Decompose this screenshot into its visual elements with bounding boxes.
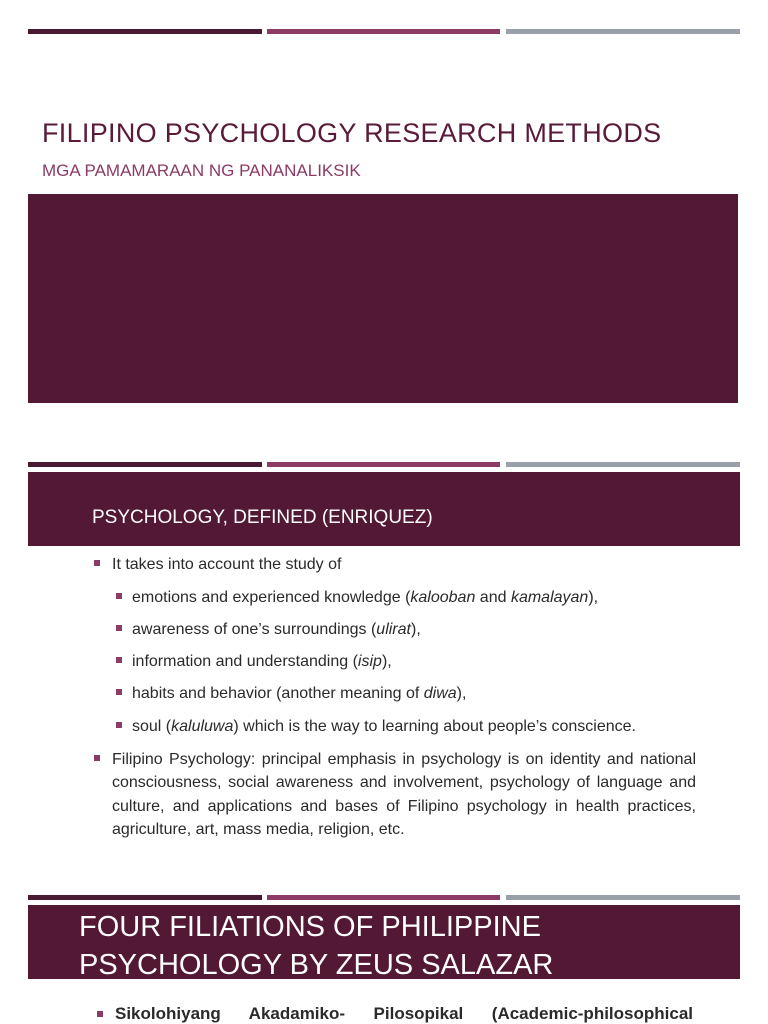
decor-bar-gray xyxy=(506,895,740,900)
filipino-psychology-paragraph xyxy=(112,748,696,841)
slide3-first-bullet xyxy=(115,1004,693,1024)
title-color-block xyxy=(28,194,738,403)
sub-bullet-text: ) which is the way to learning about people’s conscience. xyxy=(233,718,636,735)
sub-bullet xyxy=(132,684,466,704)
bullet-square-icon xyxy=(116,657,122,663)
first-bullet-text: Sikolohiyang Akadamiko- Pilosopikal (Academic-philosophical xyxy=(115,1004,693,1023)
decor-bar-accent xyxy=(267,895,500,900)
decor-bar-accent xyxy=(267,462,500,467)
term: kamalayan xyxy=(510,589,589,606)
bullet-square-icon xyxy=(94,755,100,761)
decor-bar-accent xyxy=(267,29,500,34)
sub-bullet-text: information and understanding ( xyxy=(132,653,358,670)
paragraph-text: Filipino Psychology: principal emphasis in psychology is on identity and national consciousness, social awareness and involvement, psychology of language and culture, and applications and bases of Filipino psychology in health practices, agriculture, art, mass media, religion, etc. xyxy=(112,751,696,838)
decor-bar-dark xyxy=(28,895,262,900)
slide-title: FILIPINO PSYCHOLOGY RESEARCH METHODS xyxy=(42,118,662,148)
bullet-square-icon xyxy=(94,560,100,566)
slide3-heading xyxy=(79,908,553,984)
bullet-square-icon xyxy=(116,625,122,631)
sub-bullet-text: ), xyxy=(410,621,421,638)
sub-bullet-text: habits and behavior (another meaning of xyxy=(132,685,424,702)
bullet-square-icon xyxy=(116,593,122,599)
sub-bullet xyxy=(132,588,598,608)
heading-line-2: PSYCHOLOGY BY ZEUS SALAZAR xyxy=(79,949,554,981)
term: kalooban xyxy=(410,589,476,606)
slide2-decor-bars xyxy=(28,462,740,467)
bullet-square-icon xyxy=(116,689,122,695)
decor-bar-dark xyxy=(28,29,262,34)
sub-bullet xyxy=(132,620,421,640)
bullet-square-icon xyxy=(116,722,122,728)
term: kaluluwa xyxy=(171,718,234,735)
decor-bar-gray xyxy=(506,462,740,467)
bullet-intro xyxy=(112,555,341,575)
slide2-header xyxy=(28,472,740,546)
slide3-header xyxy=(28,905,740,979)
sub-bullet xyxy=(132,717,636,737)
sub-bullet-text: soul ( xyxy=(132,718,172,735)
bullet-intro-text: It takes into account the study of xyxy=(112,556,342,573)
sub-bullet-text: emotions and experienced knowledge ( xyxy=(132,589,411,606)
sub-bullet-text: awareness of one’s surroundings ( xyxy=(132,621,377,638)
sub-bullet-text: ), xyxy=(381,653,392,670)
sub-bullet-text: ), xyxy=(588,589,599,606)
slide-subtitle: MGA PAMAMARAAN NG PANANALIKSIK xyxy=(42,161,361,180)
heading-line-1: FOUR FILIATIONS OF PHILIPPINE xyxy=(79,911,541,943)
slide2-heading: PSYCHOLOGY, DEFINED (ENRIQUEZ) xyxy=(92,507,433,528)
sub-bullet xyxy=(132,652,392,672)
term: diwa xyxy=(423,685,457,702)
sub-bullet-text: and xyxy=(475,589,511,606)
top-decor-bars xyxy=(28,29,740,34)
term: isip xyxy=(357,653,382,670)
slide3-decor-bars xyxy=(28,895,740,900)
term: ulirat xyxy=(376,621,411,638)
decor-bar-gray xyxy=(506,29,740,34)
decor-bar-dark xyxy=(28,462,262,467)
sub-bullet-text: ), xyxy=(456,685,467,702)
bullet-square-icon xyxy=(97,1011,103,1017)
